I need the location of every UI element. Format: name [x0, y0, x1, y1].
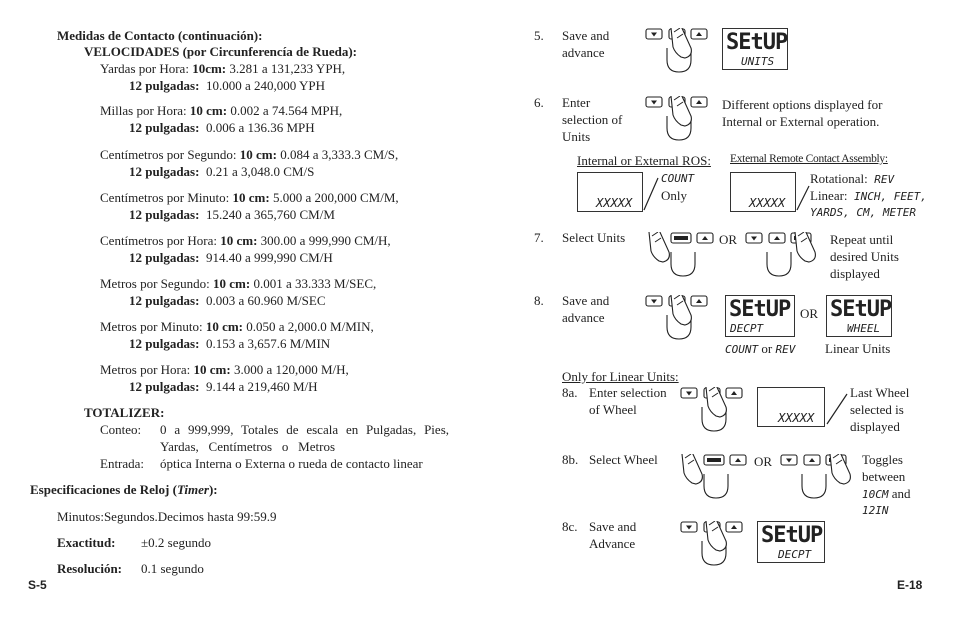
speed-range-12in: 12 pulgadas: 9.144 a 219,460 M/H [129, 379, 318, 394]
internal-only: Only [661, 188, 687, 203]
conteo-label: Conteo: [100, 422, 142, 437]
page-number-right: E-18 [897, 578, 923, 592]
keypad-down-press-up [680, 521, 750, 575]
speed-range-12in: 12 pulgadas: 10.000 a 240,000 YPH [129, 78, 325, 93]
lcd-external: XXXXX [730, 172, 796, 212]
step8b-desc2: between [862, 469, 906, 484]
section-subheading: VELOCIDADES (por Circunferencía de Rueda): [84, 44, 358, 59]
internal-count-word: COUNT [661, 172, 695, 185]
speed-range-10cm: Centímetros por Minuto: 10 cm: 5.000 a 200,000 CM/M, [100, 190, 399, 205]
step8a-desc3: displayed [850, 419, 900, 434]
speed-range-10cm: Centímetros por Hora: 10 cm: 300.00 a 999,990 CM/H, [100, 233, 391, 248]
external-heading: External Remote Contact Assembly: [730, 153, 888, 165]
step8a-desc1: Last Wheel [850, 385, 910, 400]
accuracy-label: Exactitud: [57, 535, 116, 550]
speed-range-10cm: Millas por Hora: 10 cm: 0.002 a 74.564 MPH, [100, 103, 343, 118]
step7-desc2: desired Units [830, 249, 899, 264]
keypad-down-press-up [645, 295, 715, 349]
pointer-line-icon [642, 172, 660, 212]
step6-line1: Enter [562, 95, 591, 110]
step5-line2: advance [562, 45, 605, 60]
pointer-line-icon [825, 388, 849, 428]
step5-line1: Save and [562, 28, 610, 43]
lcd-setup-wheel: SEtUP WHEEL [826, 295, 892, 337]
lcd-setup-units: SEtUP UNITS [722, 28, 788, 70]
speed-range-10cm: Metros por Hora: 10 cm: 3.000 a 120,000 M/H, [100, 362, 349, 377]
step8b-line1: Select Wheel [589, 452, 658, 467]
step7-number: 7. [534, 230, 544, 245]
step8a-line1: Enter selection [589, 385, 667, 400]
speed-range-12in: 12 pulgadas: 0.006 a 136.36 MPH [129, 120, 315, 135]
clock-heading: Especificaciones de Reloj (Timer): [30, 482, 218, 497]
speed-range-12in: 12 pulgadas: 914.40 a 999,990 CM/H [129, 250, 333, 265]
entrada-label: Entrada: [100, 456, 145, 471]
pointer-line-icon [795, 172, 811, 212]
resolution-label: Resolución: [57, 561, 122, 576]
step8c-line2: Advance [589, 536, 636, 551]
speed-range-10cm: Metros por Segundo: 10 cm: 0.001 a 33.333 M/SEC, [100, 276, 377, 291]
page-number-left: S-5 [28, 578, 47, 592]
step7-desc3: displayed [830, 266, 880, 281]
step8a-number: 8a. [562, 385, 578, 400]
step7-line1: Select Units [562, 230, 626, 245]
step6-desc2: Internal or External operation. [722, 114, 880, 129]
keypad-down-up-press [745, 232, 819, 286]
step6-number: 6. [534, 95, 544, 110]
step5-number: 5. [534, 28, 544, 43]
speed-range-12in: 12 pulgadas: 0.153 a 3,657.6 M/MIN [129, 336, 331, 351]
keypad-down-press-up [645, 96, 715, 150]
resolution-value: 0.1 segundo [141, 561, 204, 576]
step6-desc1: Different options displayed for [722, 97, 883, 112]
entrada-value: óptica Interna o Externa o rueda de contacto linear [160, 456, 423, 471]
accuracy-value: ±0.2 segundo [141, 535, 211, 550]
conteo-line2: Yardas, Centímetros o Metros [160, 439, 335, 454]
lcd-setup-decpt: SEtUP DECPT [757, 521, 825, 563]
step8-caption2: Linear Units [825, 341, 891, 356]
step8c-number: 8c. [562, 519, 578, 534]
step8-line1: Save and [562, 293, 610, 308]
step8a-desc2: selected is [850, 402, 904, 417]
speed-range-12in: 12 pulgadas: 0.003 a 60.960 M/SEC [129, 293, 326, 308]
speed-range-10cm: Metros por Minuto: 10 cm: 0.050 a 2,000.0 M/MIN, [100, 319, 374, 334]
step8a-line2: of Wheel [589, 402, 637, 417]
totalizer-heading: TOTALIZER: [84, 405, 165, 420]
keypad-down-press-up [645, 28, 715, 82]
linear-only-heading: Only for Linear Units: [562, 369, 679, 384]
lcd-internal: XXXXX [577, 172, 643, 212]
speed-range-10cm: Centímetros por Segundo: 10 cm: 0.084 a 3,333.3 CM/S, [100, 147, 399, 162]
speed-range-12in: 12 pulgadas: 0.21 a 3,048.0 CM/S [129, 164, 315, 179]
internal-heading: Internal or External ROS: [577, 153, 711, 168]
step6-line2: selection of [562, 112, 623, 127]
keypad-press-up [647, 232, 719, 286]
conteo-line1: 0 a 999,999, Totales de escala en Pulgadas, Pies, [160, 422, 449, 437]
ext-linear: Linear: INCH, FEET, [810, 188, 927, 203]
speed-range-12in: 12 pulgadas: 15.240 a 365,760 CM/M [129, 207, 335, 222]
step8-number: 8. [534, 293, 544, 308]
step8b-number: 8b. [562, 452, 579, 467]
ext-linear-units: YARDS, CM, METER [810, 206, 916, 219]
keypad-down-press-up [680, 387, 750, 441]
clock-format: Minutos:Segundos.Decimos hasta 99:59.9 [57, 509, 277, 524]
keypad-press-up [680, 454, 752, 508]
speed-range-10cm: Yardas por Hora: 10cm: 3.281 a 131,233 YPH, [100, 61, 346, 76]
step8-caption1: COUNT or REV [725, 341, 796, 356]
keypad-down-up-press [780, 454, 854, 508]
step8b-desc1: Toggles [862, 452, 903, 467]
step8-line2: advance [562, 310, 605, 325]
lcd-wheel-value: XXXXX [757, 387, 825, 427]
or-label: OR [754, 454, 773, 469]
step6-line3: Units [562, 129, 591, 144]
step7-desc1: Repeat until [830, 232, 894, 247]
section-heading: Medidas de Contacto (continuación): [57, 28, 263, 43]
step8c-line1: Save and [589, 519, 637, 534]
lcd-setup-decpt: SEtUP DECPT [725, 295, 795, 337]
or-label: OR [800, 306, 819, 321]
step8b-desc4: 12IN [862, 504, 889, 517]
or-label: OR [719, 232, 738, 247]
step8b-desc3: 10CM and [862, 486, 911, 501]
ext-rotational: Rotational: REV [810, 171, 895, 186]
